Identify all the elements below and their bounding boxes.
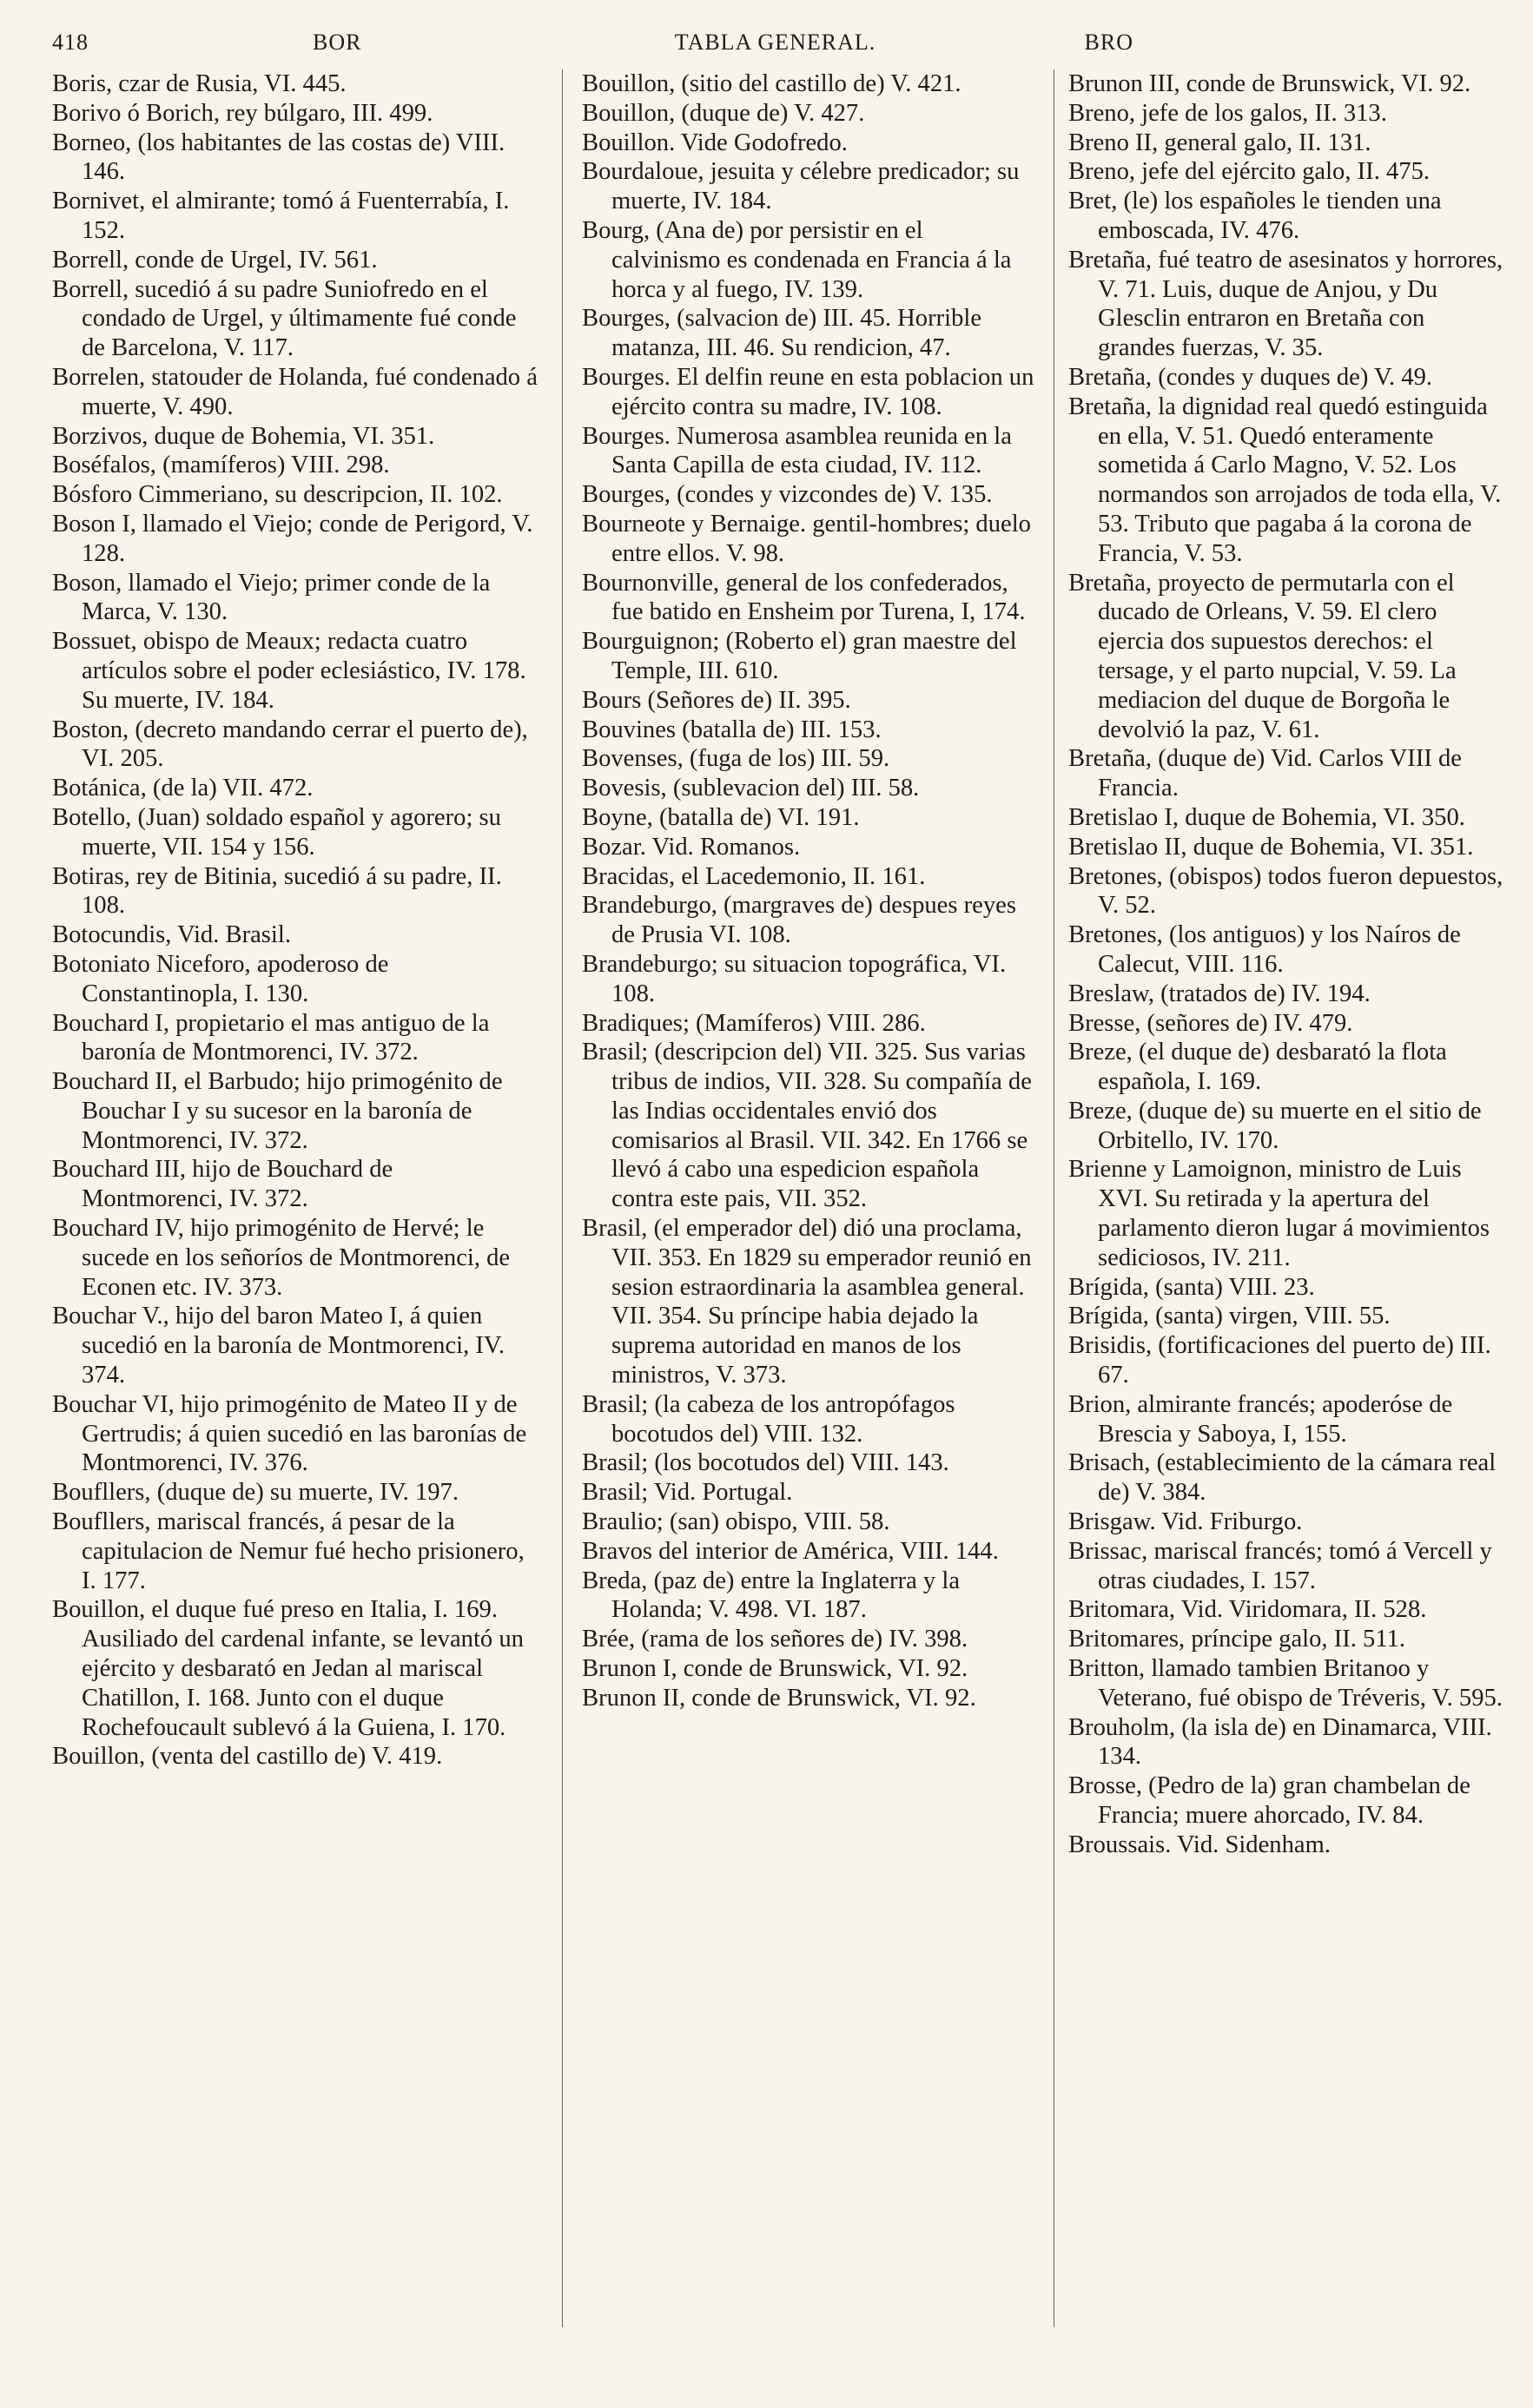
index-entry: Bourges, (condes y vizcondes de) V. 135. <box>582 481 993 509</box>
index-entry: Breda, (paz de) entre la Inglaterra y la Holanda; V. 498. VI. 187. <box>582 1567 961 1624</box>
index-entry: Bouillon, (sitio del castillo de) V. 421. <box>582 70 961 97</box>
page-title: TABLA GENERAL. <box>674 30 876 55</box>
index-entry: Bovenses, (fuga de los) III. 59. <box>582 745 890 773</box>
index-entry: Breno, jefe del ejército galo, II. 475. <box>1068 158 1431 186</box>
index-entry: Brisgaw. Vid. Friburgo. <box>1068 1508 1303 1536</box>
index-entry: Britomara, Vid. Viridomara, II. 528. <box>1068 1596 1427 1624</box>
index-entry: Botiras, rey de Bitinia, sucedió á su padre, II. 108. <box>52 862 502 920</box>
index-entry: Brissac, mariscal francés; tomó á Vercell y otras ciudades, I. 157. <box>1068 1537 1492 1594</box>
index-entry: Bret, (le) los españoles le tienden una emboscada, IV. 476. <box>1068 188 1442 244</box>
index-columns <box>52 69 1503 2388</box>
index-entry: Bozar. Vid. Romanos. <box>582 833 801 861</box>
index-entry: Bouchard I, propietario el mas antiguo de la baronía de Montmorenci, IV. 372. <box>52 1009 490 1066</box>
index-entry: Bouchar V., hijo del baron Mateo I, á quien sucedió en la baronía de Montmorenci, IV. 374. <box>52 1303 505 1389</box>
index-entry: Brosse, (Pedro de la) gran chambelan de Francia; muere ahorcado, IV. 84. <box>1068 1772 1470 1830</box>
index-entry: Brion, almirante francés; apoderóse de Brescia y Saboya, I, 155. <box>1068 1390 1453 1448</box>
index-entry: Bretones, (obispos) todos fueron depuestos, V. 52. <box>1068 862 1503 920</box>
index-entry: Brasil; (descripcion del) VII. 325. Sus varias tribus de indios, VII. 328. Su compañía de las Indias occidentales envió dos comisarios al Brasil. VII. 342. En 1766 se llevó á cabo una espedicion española contra este pais, VII. 352. <box>582 1039 1032 1213</box>
index-entry: Brasil, (el emperador del) dió una proclama, VII. 353. En 1829 su emperador reunió en sesion estraordinaria la asamblea general. VII. 354. Su príncipe habia dejado la suprema autoridad en manos de los ministros, V. 373. <box>582 1215 1032 1389</box>
index-entry: Braulio; (san) obispo, VIII. 58. <box>582 1508 890 1536</box>
index-entry: Brienne y Lamoignon, ministro de Luis XVI. Su retirada y la apertura del parlamento dieron lugar á movimientos sediciosos, IV. 211. <box>1068 1156 1490 1271</box>
index-entry: Bourges. Numerosa asamblea reunida en la Santa Capilla de esta ciudad, IV. 112. <box>582 422 1012 479</box>
index-entry: Breslaw, (tratados de) IV. 194. <box>1068 980 1371 1007</box>
index-entry: Bours (Señores de) II. 395. <box>582 686 851 714</box>
index-entry: Boyne, (batalla de) VI. 191. <box>582 803 860 831</box>
index-entry: Bouillon, (venta del castillo de) V. 419. <box>52 1743 443 1771</box>
index-entry: Brígida, (santa) VIII. 23. <box>1068 1273 1315 1301</box>
index-entry: Breze, (duque de) su muerte en el sitio de Orbitello, IV. 170. <box>1068 1097 1482 1154</box>
index-entry: Borivo ó Borich, rey búlgaro, III. 499. <box>52 99 433 127</box>
index-entry: Britton, llamado tambien Britanoo y Veterano, fué obispo de Tréveris, V. 595. <box>1068 1655 1503 1712</box>
index-entry: Bourges, (salvacion de) III. 45. Horrible matanza, III. 46. Su rendicion, 47. <box>582 305 982 362</box>
index-entry: Brasil; (los bocotudos del) VIII. 143. <box>582 1449 949 1477</box>
index-entry: Bouillon, (duque de) V. 427. <box>582 99 865 127</box>
index-entry: Brasil; (la cabeza de los antropófagos bocotudos del) VIII. 132. <box>582 1390 955 1448</box>
index-entry: Bournonville, general de los confederados, fue batido en Ensheim por Turena, I, 174. <box>582 569 1026 626</box>
index-entry: Boson I, llamado el Viejo; conde de Perigord, V. 128. <box>52 510 533 567</box>
index-entry: Bradiques; (Mamíferos) VIII. 286. <box>582 1009 926 1037</box>
index-entry: Bourg, (Ana de) por persistir en el calvinismo es condenada en Francia á la horca y al fuego, IV. 139. <box>582 216 1012 303</box>
index-entry: Botoniato Niceforo, apoderoso de Constantinopla, I. 130. <box>52 950 389 1007</box>
index-entry: Britomares, príncipe galo, II. 511. <box>1068 1626 1406 1653</box>
page-header <box>52 30 1498 64</box>
index-entry: Botocundis, Vid. Brasil. <box>52 921 291 949</box>
index-entry: Boson, llamado el Viejo; primer conde de la Marca, V. 130. <box>52 569 491 626</box>
index-entry: Bracidas, el Lacedemonio, II. 161. <box>582 862 926 890</box>
index-entry: Botello, (Juan) soldado español y agorero; su muerte, VII. 154 y 156. <box>52 803 501 861</box>
index-entry: Bourdaloue, jesuita y célebre predicador; su muerte, IV. 184. <box>582 158 1020 215</box>
column-divider <box>562 69 563 2327</box>
index-entry: Borneo, (los habitantes de las costas de) VIII. 146. <box>52 129 505 186</box>
index-entry: Botánica, (de la) VII. 472. <box>52 775 314 802</box>
index-entry: Bretaña, (condes y duques de) V. 49. <box>1068 363 1433 391</box>
header-right-word: BRO <box>1084 30 1133 55</box>
index-entry: Bossuet, obispo de Meaux; redacta cuatro artículos sobre el poder eclesiástico, IV. 178. Su muerte, IV. 184. <box>52 628 526 714</box>
index-entry: Broussais. Vid. Sidenham. <box>1068 1831 1331 1858</box>
index-entry: Brisach, (establecimiento de la cámara real de) V. 384. <box>1068 1449 1497 1507</box>
index-entry: Bovesis, (sublevacion del) III. 58. <box>582 775 920 802</box>
index-entry: Bretones, (los antiguos) y los Naíros de Calecut, VIII. 116. <box>1068 921 1461 978</box>
index-entry: Brasil; Vid. Portugal. <box>582 1479 793 1507</box>
index-entry: Bretaña, la dignidad real quedó estinguida en ella, V. 51. Quedó enteramente sometida á Carlo Magno, V. 52. Los normandos son arrojados de toda ella, V. 53. Tributo que pagaba á la corona de Francia, V. 53. <box>1068 393 1502 567</box>
index-entry: Bouillon. Vide Godofredo. <box>582 129 848 156</box>
index-entry: Bretaña, fué teatro de asesinatos y horrores, V. 71. Luis, duque de Anjou, y Du Glesclin entraron en Bretaña con grandes fuerzas, V. 35. <box>1068 246 1503 362</box>
index-entry: Bretaña, proyecto de permutarla con el ducado de Orleans, V. 59. El clero ejercia dos supuestos derechos: el tersage, y el parto nupcial, V. 59. La mediacion del duque de Borgoña le devolvió la paz, V. 61. <box>1068 569 1457 743</box>
index-entry: Bósforo Cimmeriano, su descripcion, II. 102. <box>52 481 503 509</box>
index-entry: Bornivet, el almirante; tomó á Fuenterrabía, I. 152. <box>52 188 510 244</box>
index-entry: Boufllers, mariscal francés, á pesar de la capitulacion de Nemur fué hecho prisionero, I. 177. <box>52 1508 525 1594</box>
index-entry: Borrell, sucedió á su padre Suniofredo en el condado de Urgel, y últimamente fué conde de Barcelona, V. 117. <box>52 275 517 362</box>
index-entry: Bretislao I, duque de Bohemia, VI. 350. <box>1068 803 1465 831</box>
index-entry: Brouholm, (la isla de) en Dinamarca, VIII. 134. <box>1068 1713 1492 1771</box>
index-entry: Brée, (rama de los señores de) IV. 398. <box>582 1626 968 1653</box>
index-entry: Bouvines (batalla de) III. 153. <box>582 716 882 743</box>
index-entry: Borrell, conde de Urgel, IV. 561. <box>52 246 378 274</box>
page-number: 418 <box>52 30 89 55</box>
index-entry: Boris, czar de Rusia, VI. 445. <box>52 70 347 97</box>
index-entry: Borzivos, duque de Bohemia, VI. 351. <box>52 422 435 450</box>
index-entry: Brisidis, (fortificaciones del puerto de) III. 67. <box>1068 1332 1491 1389</box>
index-entry: Brandeburgo; su situacion topográfica, VI. 108. <box>582 950 1007 1007</box>
index-entry: Breno II, general galo, II. 131. <box>1068 129 1371 156</box>
index-entry: Brandeburgo, (margraves de) despues reyes de Prusia VI. 108. <box>582 892 1016 949</box>
index-entry: Bouillon, el duque fué preso en Italia, I. 169. Ausiliado del cardenal infante, se levantó un ejército y desbarató en Jedan al mariscal Chatillon, I. 168. Junto con el duque Rochefoucault sublevó á la Guiena, I. 170. <box>52 1596 524 1741</box>
index-entry: Boufllers, (duque de) su muerte, IV. 197. <box>52 1479 459 1507</box>
index-entry: Boston, (decreto mandando cerrar el puerto de), VI. 205. <box>52 716 528 773</box>
index-entry: Borrelen, statouder de Holanda, fué condenado á muerte, V. 490. <box>52 363 538 420</box>
index-entry: Bourges. El delfin reune en esta poblacion un ejército contra su madre, IV. 108. <box>582 363 1034 420</box>
index-entry: Breno, jefe de los galos, II. 313. <box>1068 99 1387 127</box>
column-1 <box>52 69 539 2388</box>
index-entry: Brunon III, conde de Brunswick, VI. 92. <box>1068 70 1471 97</box>
index-entry: Brígida, (santa) virgen, VIII. 55. <box>1068 1303 1391 1330</box>
index-entry: Boséfalos, (mamíferos) VIII. 298. <box>52 452 390 479</box>
index-entry: Bresse, (señores de) IV. 479. <box>1068 1009 1353 1037</box>
index-entry: Bouchard IV, hijo primogénito de Hervé; le sucede en los señoríos de Montmorenci, de Econen etc. IV. 373. <box>52 1215 511 1301</box>
index-entry: Bretislao II, duque de Bohemia, VI. 351. <box>1068 833 1474 861</box>
index-entry: Bouchard II, el Barbudo; hijo primogénito de Bouchar I y su sucesor en la baronía de Montmorenci, IV. 372. <box>52 1068 503 1154</box>
index-entry: Breze, (el duque de) desbarató la flota española, I. 169. <box>1068 1039 1447 1096</box>
column-2 <box>582 69 1038 2388</box>
index-entry: Bravos del interior de América, VIII. 144. <box>582 1537 999 1565</box>
index-entry: Bouchar VI, hijo primogénito de Mateo II y de Gertrudis; á quien sucedió en las baronías de Montmorenci, IV. 376. <box>52 1390 527 1477</box>
index-entry: Bretaña, (duque de) Vid. Carlos VIII de Francia. <box>1068 745 1463 802</box>
index-entry: Bourguignon; (Roberto el) gran maestre del Temple, III. 610. <box>582 628 1017 684</box>
index-entry: Brunon II, conde de Brunswick, VI. 92. <box>582 1684 976 1712</box>
header-left-word: BOR <box>313 30 362 55</box>
index-entry: Bouchard III, hijo de Bouchard de Montmorenci, IV. 372. <box>52 1156 393 1213</box>
index-entry: Brunon I, conde de Brunswick, VI. 92. <box>582 1655 968 1683</box>
index-entry: Bourneote y Bernaige. gentil-hombres; duelo entre ellos. V. 98. <box>582 510 1031 567</box>
column-3 <box>1068 69 1507 2388</box>
